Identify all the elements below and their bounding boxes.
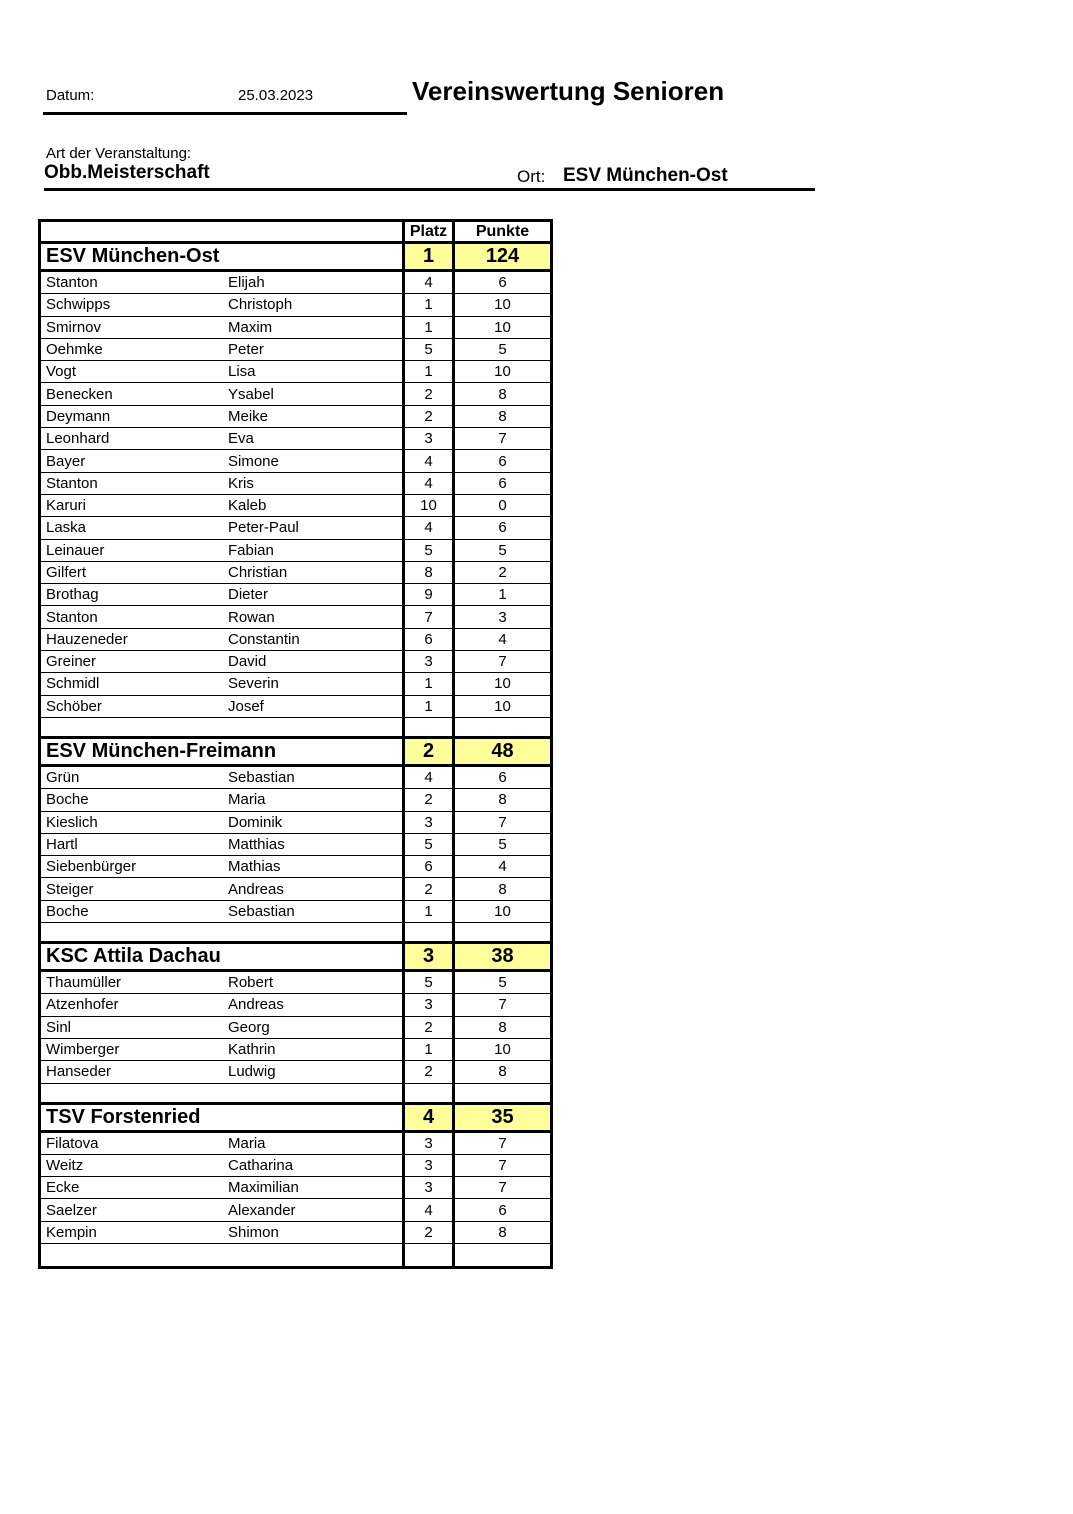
player-row [41,317,550,339]
player-platz: 6 [405,856,455,877]
player-lastname: Steiger [46,880,94,898]
player-name-cell [41,834,405,855]
page-title: Vereinswertung Senioren [412,76,725,106]
team-header-row [41,244,550,272]
player-name-cell [41,383,405,404]
player-lastname: Vogt [46,363,77,381]
player-punkte: 10 [494,902,511,920]
spacer-platz-cell [405,923,455,941]
player-row [41,406,550,428]
player-platz: 2 [405,878,455,899]
player-punkte: 7 [498,1179,507,1197]
player-punkte: 8 [498,791,507,809]
player-lastname: Filatova [46,1134,99,1152]
player-platz: 3 [405,428,455,449]
player-row [41,994,550,1016]
spacer-punkte-cell [455,718,550,736]
player-name-cell [41,673,405,694]
player-firstname: Ysabel [228,385,274,403]
player-platz: 1 [405,901,455,922]
player-lastname: Stanton [46,474,98,492]
player-lastname: Weitz [46,1156,84,1174]
player-platz: 9 [405,584,455,605]
player-punkte: 5 [498,541,507,559]
player-punkte: 8 [498,1223,507,1241]
player-punkte: 6 [498,274,507,292]
player-platz: 4 [405,517,455,538]
player-row [41,1061,550,1083]
player-row [41,428,550,450]
player-lastname: Boche [46,791,89,809]
player-platz: 1 [405,294,455,315]
player-firstname: Sebastian [228,769,295,787]
player-punkte: 0 [498,497,507,515]
event-type-value: Obb.Meisterschaft [44,162,210,183]
player-punkte: 8 [498,1018,507,1036]
header-punkte-cell: Punkte [475,222,530,240]
player-firstname: Josef [228,697,264,715]
player-punkte: 2 [498,564,507,581]
player-platz: 4 [405,767,455,788]
player-punkte: 5 [498,341,507,359]
player-lastname: Thaumüller [46,974,122,992]
datum-value: 25.03.2023 [238,87,314,104]
team-punkte: 48 [455,739,550,764]
player-firstname: Maxim [228,318,273,336]
team-punkte: 38 [455,944,550,969]
spacer-punkte-cell [455,923,550,941]
player-name-cell [41,1133,405,1154]
player-firstname: Matthias [228,835,285,853]
player-name-cell [41,972,405,993]
player-punkte: 4 [498,630,507,648]
player-name-cell [41,450,405,471]
player-platz: 5 [405,834,455,855]
player-row [41,812,550,834]
player-platz: 4 [405,272,455,293]
player-name-cell [41,1177,405,1198]
player-lastname: Laska [46,519,87,537]
player-punkte: 7 [498,430,507,448]
team-header-row [41,944,550,972]
player-lastname: Siebenbürger [46,858,137,876]
player-firstname: Ludwig [228,1063,276,1081]
player-firstname: Simone [228,452,279,470]
player-row [41,1177,550,1199]
player-lastname: Benecken [46,385,113,403]
spacer-platz-cell [405,1084,455,1102]
player-platz: 2 [405,1061,455,1082]
player-punkte: 10 [494,675,511,693]
player-punkte: 8 [498,385,507,403]
player-name-cell [41,789,405,810]
player-punkte: 8 [498,880,507,898]
player-row [41,540,550,562]
player-platz: 6 [405,629,455,650]
team-platz: 1 [405,244,455,269]
player-punkte: 10 [494,296,511,314]
player-row [41,361,550,383]
team-name: ESV München-Freimann [41,739,405,764]
player-name-cell [41,994,405,1015]
player-name-cell [41,317,405,338]
player-lastname: Hauzeneder [46,630,128,648]
player-firstname: Lisa [228,363,256,381]
ort-underline [44,188,815,191]
player-firstname: Catharina [228,1156,294,1174]
player-row [41,517,550,539]
player-firstname: Maria [228,1134,266,1152]
player-firstname: Peter-Paul [228,519,299,537]
player-firstname: Kaleb [228,497,267,515]
player-row [41,294,550,316]
player-firstname: Fabian [228,541,274,559]
ort-value: ESV München-Ost [563,165,728,186]
player-firstname: Georg [228,1018,270,1036]
player-name-cell [41,584,405,605]
player-platz: 3 [405,1155,455,1176]
player-platz: 4 [405,1199,455,1220]
player-lastname: Gilfert [46,564,87,581]
player-firstname: Kris [228,474,254,492]
player-lastname: Leonhard [46,430,110,448]
player-platz: 3 [405,651,455,672]
player-name-cell [41,428,405,449]
player-platz: 2 [405,789,455,810]
team-platz: 2 [405,739,455,764]
player-lastname: Greiner [46,653,97,671]
player-firstname: Andreas [228,996,284,1014]
spacer-punkte-cell [455,1244,550,1266]
player-name-cell [41,629,405,650]
player-name-cell [41,651,405,672]
player-row [41,696,550,718]
player-name-cell [41,856,405,877]
player-name-cell [41,1199,405,1220]
player-row [41,834,550,856]
player-row [41,495,550,517]
player-lastname: Saelzer [46,1201,97,1219]
player-platz: 3 [405,1177,455,1198]
team-platz: 4 [405,1105,455,1130]
player-name-cell [41,1039,405,1060]
event-type-label: Art der Veranstaltung: [46,145,192,162]
player-row [41,1222,550,1244]
player-platz: 1 [405,673,455,694]
player-lastname: Kempin [46,1223,97,1241]
player-platz: 3 [405,994,455,1015]
player-name-cell [41,517,405,538]
player-row [41,651,550,673]
player-platz: 7 [405,606,455,627]
player-row [41,272,550,294]
player-row [41,584,550,606]
player-lastname: Hartl [46,835,78,853]
spacer-punkte-cell [455,1084,550,1102]
player-lastname: Ecke [46,1179,80,1197]
player-platz: 2 [405,406,455,427]
player-row [41,1199,550,1221]
player-punkte: 5 [498,974,507,992]
player-name-cell [41,406,405,427]
spacer-row [41,718,550,739]
player-lastname: Boche [46,902,89,920]
player-punkte: 6 [498,452,507,470]
player-lastname: Schwipps [46,296,111,314]
player-platz: 3 [405,812,455,833]
player-firstname: Eva [228,430,254,448]
player-row [41,450,550,472]
player-firstname: Christoph [228,296,293,314]
player-platz: 1 [405,696,455,717]
team-punkte: 35 [455,1105,550,1130]
player-platz: 4 [405,473,455,494]
player-row [41,606,550,628]
player-platz: 1 [405,361,455,382]
spacer-name-cell [41,1084,405,1102]
player-name-cell [41,812,405,833]
spacer-row [41,923,550,944]
player-firstname: Robert [228,974,274,992]
player-row [41,1017,550,1039]
team-header-row [41,1105,550,1133]
player-name-cell [41,1222,405,1243]
player-row [41,878,550,900]
player-row [41,1039,550,1061]
player-lastname: Karuri [46,497,87,515]
spacer-name-cell [41,923,405,941]
player-punkte: 10 [494,318,511,336]
player-firstname: Kathrin [228,1041,276,1059]
team-platz: 3 [405,944,455,969]
results-table [38,219,553,1269]
player-name-cell [41,272,405,293]
player-firstname: Peter [228,341,264,359]
player-name-cell [41,1017,405,1038]
player-firstname: Maximilian [228,1179,299,1197]
player-lastname: Leinauer [46,541,105,559]
player-firstname: Dieter [228,586,269,604]
player-firstname: Maria [228,791,266,809]
player-platz: 8 [405,562,455,583]
player-name-cell [41,901,405,922]
player-punkte: 4 [498,858,507,876]
player-punkte: 3 [498,608,507,626]
player-punkte: 7 [498,1156,507,1174]
player-punkte: 10 [494,363,511,381]
team-punkte: 124 [455,244,550,269]
player-row [41,339,550,361]
player-lastname: Atzenhofer [46,996,119,1014]
player-firstname: Constantin [228,630,300,648]
player-name-cell [41,878,405,899]
player-platz: 5 [405,540,455,561]
player-firstname: Severin [228,675,279,693]
player-name-cell [41,540,405,561]
spacer-platz-cell [405,1244,455,1266]
player-firstname: Rowan [228,608,275,626]
player-lastname: Wimberger [46,1041,120,1059]
player-firstname: Shimon [228,1223,279,1241]
player-platz: 2 [405,1222,455,1243]
header-platz-cell: Platz [405,222,455,241]
player-platz: 4 [405,450,455,471]
player-lastname: Kieslich [46,813,98,831]
ort-label: Ort: [517,167,546,186]
player-punkte: 6 [498,1201,507,1219]
player-lastname: Smirnov [46,318,102,336]
player-platz: 1 [405,317,455,338]
player-firstname: Dominik [228,813,283,831]
player-firstname: Meike [228,407,269,425]
player-name-cell [41,495,405,516]
player-lastname: Deymann [46,407,111,425]
player-row [41,1155,550,1177]
player-lastname: Bayer [46,452,86,470]
player-lastname: Stanton [46,608,98,626]
player-row [41,901,550,923]
player-firstname: Elijah [228,274,265,292]
player-punkte: 7 [498,653,507,671]
player-punkte: 1 [498,586,507,604]
player-row [41,629,550,651]
player-firstname: Alexander [228,1201,296,1219]
player-punkte: 6 [498,474,507,492]
player-firstname: Christian [228,564,288,581]
player-name-cell [41,696,405,717]
player-lastname: Stanton [46,274,98,292]
team-name: ESV München-Ost [41,244,405,269]
player-lastname: Hanseder [46,1063,112,1081]
player-name-cell [41,562,405,583]
table-header-row [41,222,550,244]
team-header-row [41,739,550,767]
player-firstname: David [228,653,267,671]
spacer-name-cell [41,718,405,736]
player-platz: 1 [405,1039,455,1060]
spacer-name-cell [41,1244,405,1266]
player-punkte: 6 [498,769,507,787]
player-lastname: Grün [46,769,80,787]
player-punkte: 7 [498,813,507,831]
player-punkte: 8 [498,407,507,425]
player-platz: 2 [405,383,455,404]
player-firstname: Andreas [228,880,284,898]
player-lastname: Brothag [46,586,99,604]
player-punkte: 10 [494,1041,511,1059]
player-row [41,473,550,495]
player-name-cell [41,361,405,382]
player-row [41,383,550,405]
team-name: TSV Forstenried [41,1105,405,1130]
player-name-cell [41,473,405,494]
player-row [41,562,550,584]
player-name-cell [41,1155,405,1176]
spacer-platz-cell [405,718,455,736]
player-punkte: 6 [498,519,507,537]
player-row [41,789,550,811]
player-punkte: 8 [498,1063,507,1081]
player-lastname: Schöber [46,697,102,715]
player-name-cell [41,339,405,360]
player-lastname: Sinl [46,1018,72,1036]
player-punkte: 7 [498,996,507,1014]
player-row [41,972,550,994]
player-row [41,1133,550,1155]
datum-underline [43,112,407,115]
player-name-cell [41,767,405,788]
player-platz: 5 [405,339,455,360]
player-platz: 2 [405,1017,455,1038]
player-name-cell [41,1061,405,1082]
player-row [41,856,550,878]
player-punkte: 7 [498,1134,507,1152]
datum-label: Datum: [46,87,95,104]
player-lastname: Schmidl [46,675,100,693]
player-punkte: 10 [494,697,511,715]
player-name-cell [41,294,405,315]
player-name-cell [41,606,405,627]
player-platz: 3 [405,1133,455,1154]
player-row [41,767,550,789]
player-lastname: Oehmke [46,341,103,359]
player-platz: 10 [405,495,455,516]
player-firstname: Mathias [228,858,281,876]
player-platz: 5 [405,972,455,993]
header-name-cell [41,222,405,241]
spacer-row [41,1084,550,1105]
team-name: KSC Attila Dachau [41,944,405,969]
player-row [41,673,550,695]
spacer-row [41,1244,550,1266]
player-firstname: Sebastian [228,902,295,920]
player-punkte: 5 [498,835,507,853]
